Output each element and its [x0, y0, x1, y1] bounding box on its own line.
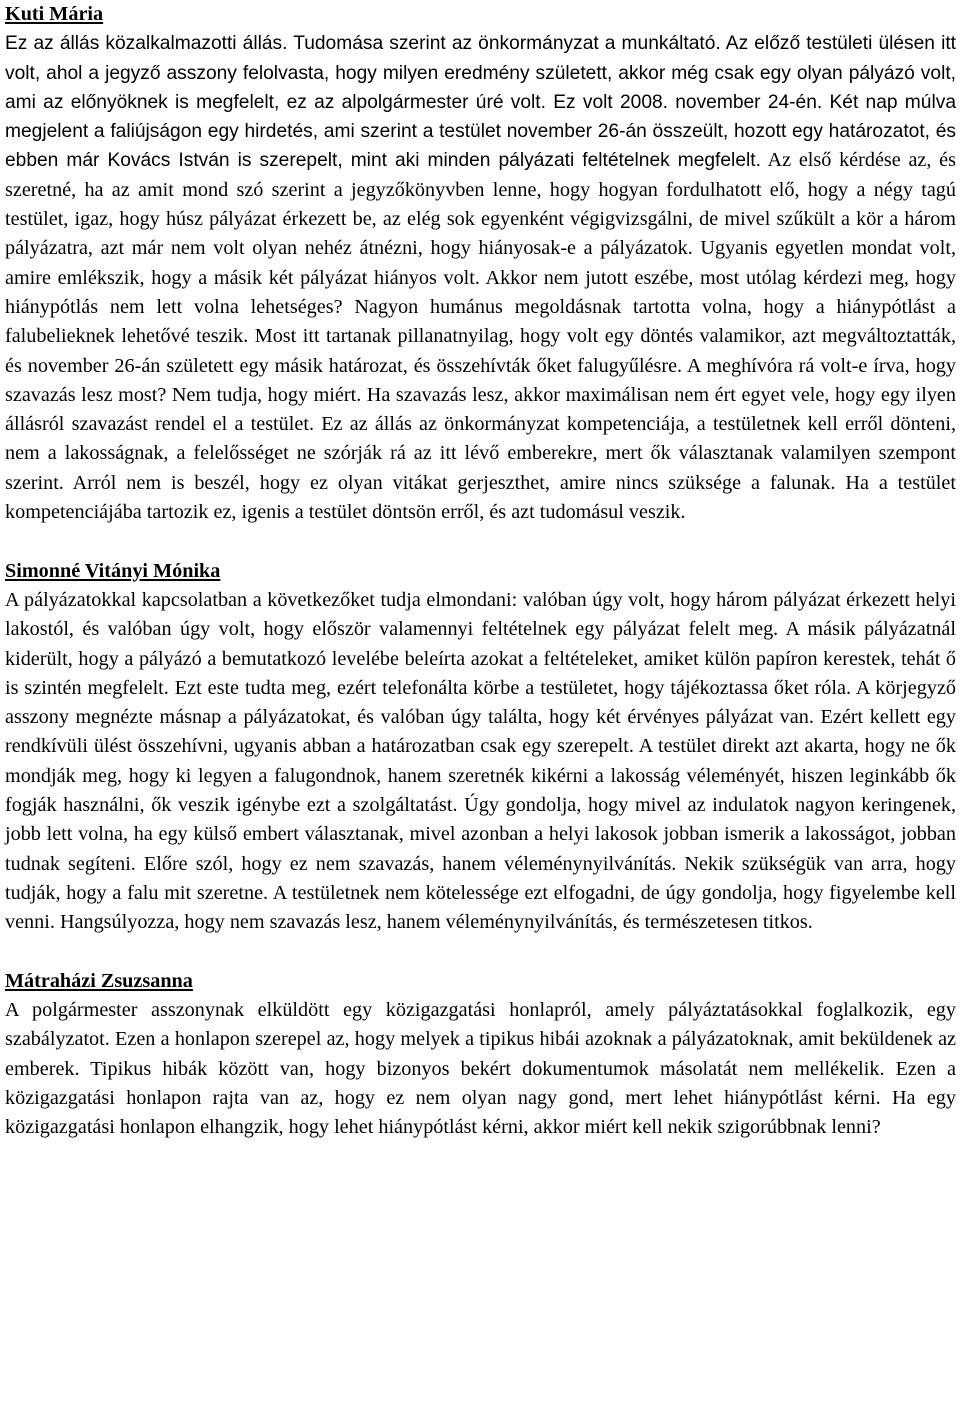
speech-segment: A pályázatokkal kapcsolatban a következőket tudja elmondani: valóban úgy volt, hogy három pályázat érkezett helyi lakostól, és valóban úgy volt, hogy először valamennyi feltételnek egy pályázat felelt meg. A másik pályázatnál kiderült, hogy a pályázó a bemutatkozó levelébe beleírta azokat a feltételeket, amiket külön papíron kerestek, tehát ő is szintén megfelelt. Ezt este tudta meg, ezért telefonálta körbe a testületet, hogy tájékoztassa őket róla. A körjegyző asszony megnézte másnap a pályázatokat, és valóban úgy találta, hogy két érvényes pályázat van. Ezért kellett egy rendkívüli ülést összehívni, ugyanis abban a határozatban csak egy szerepelt. A testület direkt azt akarta, hogy ne ők mondják meg, hogy ki legyen a falugondnok, hanem szeretnék kikérni a lakosság véleményét, hiszen leginkább ők fogják használni, ők veszik igénybe ezt a szolgáltatást. Úgy gondolja, hogy mivel az indulatok nagyon keringenek, jobb lett volna, ha egy külső embert választanak, mivel azonban a helyi lakosok jobban ismerik a lakosságot, jobban tudnak segíteni. Előre szól, hogy ez nem szavazás, hanem véleménynyilvánítás. Nekik szükségük van arra, hogy tudják, hogy a falu mit szeretne. A testületnek nem kötelessége ezt elfogadni, de úgy gondolja, hogy figyelembe kell venni. Hangsúlyozza, hogy nem szavazás lesz, hanem véleménynyilvánítás, és természetesen titkos.	[5, 588, 956, 934]
speech-segment: Ez az állás közalkalmazotti állás. Tudomása szerint az önkormányzat a munkáltató. Az előző testületi ülésen itt volt, ahol a jegyző asszony felolvasta, hogy milyen eredmény született, akkor még csak egy olyan pályázó volt, ami az előnyöknek is megfelelt, ez az alpolgármester úré volt. Ez volt 2008. november 24-én. Két nap múlva megjelent a faliújságon egy hirdetés, ami szerint a testület november 26-án összeült, hozott egy határozatot, és ebben már Kovács István is szerepelt, mint aki minden pályázati feltételnek megfelelt.	[5, 33, 956, 172]
speaker-name: Simonné Vitányi Mónika	[5, 559, 221, 582]
speaker-section-simonne-vitanyi-monika	[5, 557, 956, 938]
speaker-name: Kuti Mária	[5, 3, 104, 25]
speech-paragraph	[5, 586, 956, 938]
speech-segment: Az első kérdése az, és szeretné, ha az amit mond szó szerint a jegyzőkönyvben lenne, hogy hogyan fordulhatott elő, hogy a négy tagú testület, igaz, hogy húsz pályázat érkezett be, az elég sok egyenként végigvizsgálni, de mivel szűkült a kör a három pályázatra, azt már nem volt olyan nehéz átnézni, hogy hiányosak-e a pályázatok. Ugyanis egyetlen mondat volt, amire emlékszik, hogy a másik két pályázat hiányos volt. Akkor nem jutott eszébe, most utólag kérdezi meg, hogy hiánypótlás nem lett volna lehetséges? Nagyon humánus megoldásnak tartotta volna, hogy a hiánypótlást a falubelieknek lehetővé teszik. Most itt tartanak pillanatnyilag, hogy volt egy döntés valamikor, azt megváltoztatták, és november 26-án született egy másik határozat, és összehívták őket falugyűlésre. A meghívóra rá volt-e írva, hogy szavazás lesz most? Nem tudja, hogy miért. Ha szavazás lesz, akkor maximálisan nem ért egyet vele, hogy egy ilyen állásról szavazást rendel el a testület. Ez az állás az önkormányzat kompetenciája, a testületnek kell erről dönteni, nem a lakosságnak, a felelősséget ne szórják rá az itt lévő emberekre, mert ők választanak valamilyen szempont szerint. Arról nem is beszél, hogy ez olyan vitákat gerjeszthet, amire nincs szüksége a falunak. Ha a testület kompetenciájába tartozik ez, igenis a testület döntsön erről, és azt tudomásul veszik.	[5, 149, 956, 524]
minutes-document	[5, 0, 956, 1143]
speaker-name: Mátraházi Zsuzsanna	[5, 969, 193, 992]
speech-paragraph	[5, 29, 956, 527]
speaker-section-kuti-maria	[5, 0, 956, 527]
speaker-section-matrahazi-zsuzsanna	[5, 967, 956, 1143]
speech-paragraph	[5, 996, 956, 1142]
speech-segment: A polgármester asszonynak elküldött egy közigazgatási honlapról, amely pályáztatásokkal foglalkozik, egy szabályzatot. Ezen a honlapon szerepel az, hogy melyek a tipikus hibái azoknak a pályázatoknak, amit beküldenek az emberek. Tipikus hibák között van, hogy bizonyos bekért dokumentumok másolatát nem mellékelik. Ezen a közigazgatási honlapon rajta van az, hogy ez nem olyan nagy gond, mert lehet hiánypótlást kérni. Ha egy közigazgatási honlapon elhangzik, hogy lehet hiánypótlást kérni, akkor miért kell nekik szigorúbbnak lenni?	[5, 999, 956, 1139]
